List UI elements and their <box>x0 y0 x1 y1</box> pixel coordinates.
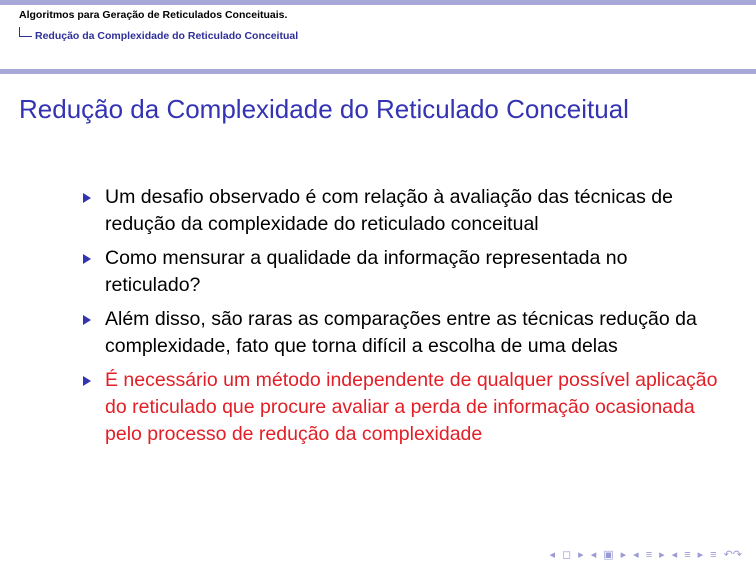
list-item-text: Um desafio observado é com relação à avaliação das técnicas de redução da complexidade do reticulado conceitual <box>105 186 673 235</box>
header-top-bar <box>0 0 756 5</box>
nav-prev-icon[interactable]: ◂ <box>671 549 678 561</box>
nav-next-section-icon[interactable]: ▸ <box>659 549 665 561</box>
subsection-label: Redução da Complexidade do Reticulado Conceitual <box>35 30 299 42</box>
triangle-bullet-icon <box>83 315 91 325</box>
nav-document-icon[interactable]: ≡ <box>684 548 691 561</box>
bullet-list <box>80 184 720 455</box>
nav-search-icon[interactable]: ↶↷ <box>723 549 742 561</box>
nav-section-icon[interactable]: ≡ <box>645 548 653 561</box>
nav-appendix-icon[interactable]: ≡ <box>710 548 717 561</box>
list-item-text: Como mensurar a qualidade da informação representada no reticulado? <box>105 247 628 296</box>
nav-next-icon[interactable]: ▸ <box>697 549 704 561</box>
nav-prev-section-icon[interactable]: ◂ <box>633 549 639 561</box>
triangle-bullet-icon <box>83 193 91 203</box>
frame-title: Redução da Complexidade do Reticulado Conceitual <box>19 94 629 124</box>
presentation-title: Algoritmos para Geração de Reticulados Conceituais. <box>19 9 288 21</box>
triangle-bullet-icon <box>83 254 91 264</box>
nav-subsection-icon[interactable]: ▣ <box>603 549 614 561</box>
list-item <box>80 184 720 238</box>
beamer-navigation <box>550 548 743 561</box>
nav-next-subsection-icon[interactable]: ▸ <box>620 549 627 561</box>
nav-prev-subsection-icon[interactable]: ◂ <box>590 549 597 561</box>
current-subsection <box>19 27 298 42</box>
list-item-alert <box>80 367 720 448</box>
nav-first-icon[interactable]: ◂ <box>549 549 556 561</box>
tree-branch-icon <box>19 27 32 37</box>
list-item <box>80 245 720 299</box>
list-item-text: É necessário um método independente de qualquer possível aplicação do reticulado que procure avaliar a perda de informação ocasionada pelo processo de redução da complexidade <box>105 369 718 445</box>
list-item-text: Além disso, são raras as comparações entre as técnicas redução da complexidade, fato que torna difícil a escolha de uma delas <box>105 308 697 357</box>
header-separator-bar <box>0 69 756 74</box>
triangle-bullet-icon <box>83 376 91 386</box>
nav-next-frame-icon[interactable]: ▸ <box>578 549 584 561</box>
list-item <box>80 306 720 360</box>
nav-prev-frame-icon[interactable]: ◻ <box>562 549 572 561</box>
